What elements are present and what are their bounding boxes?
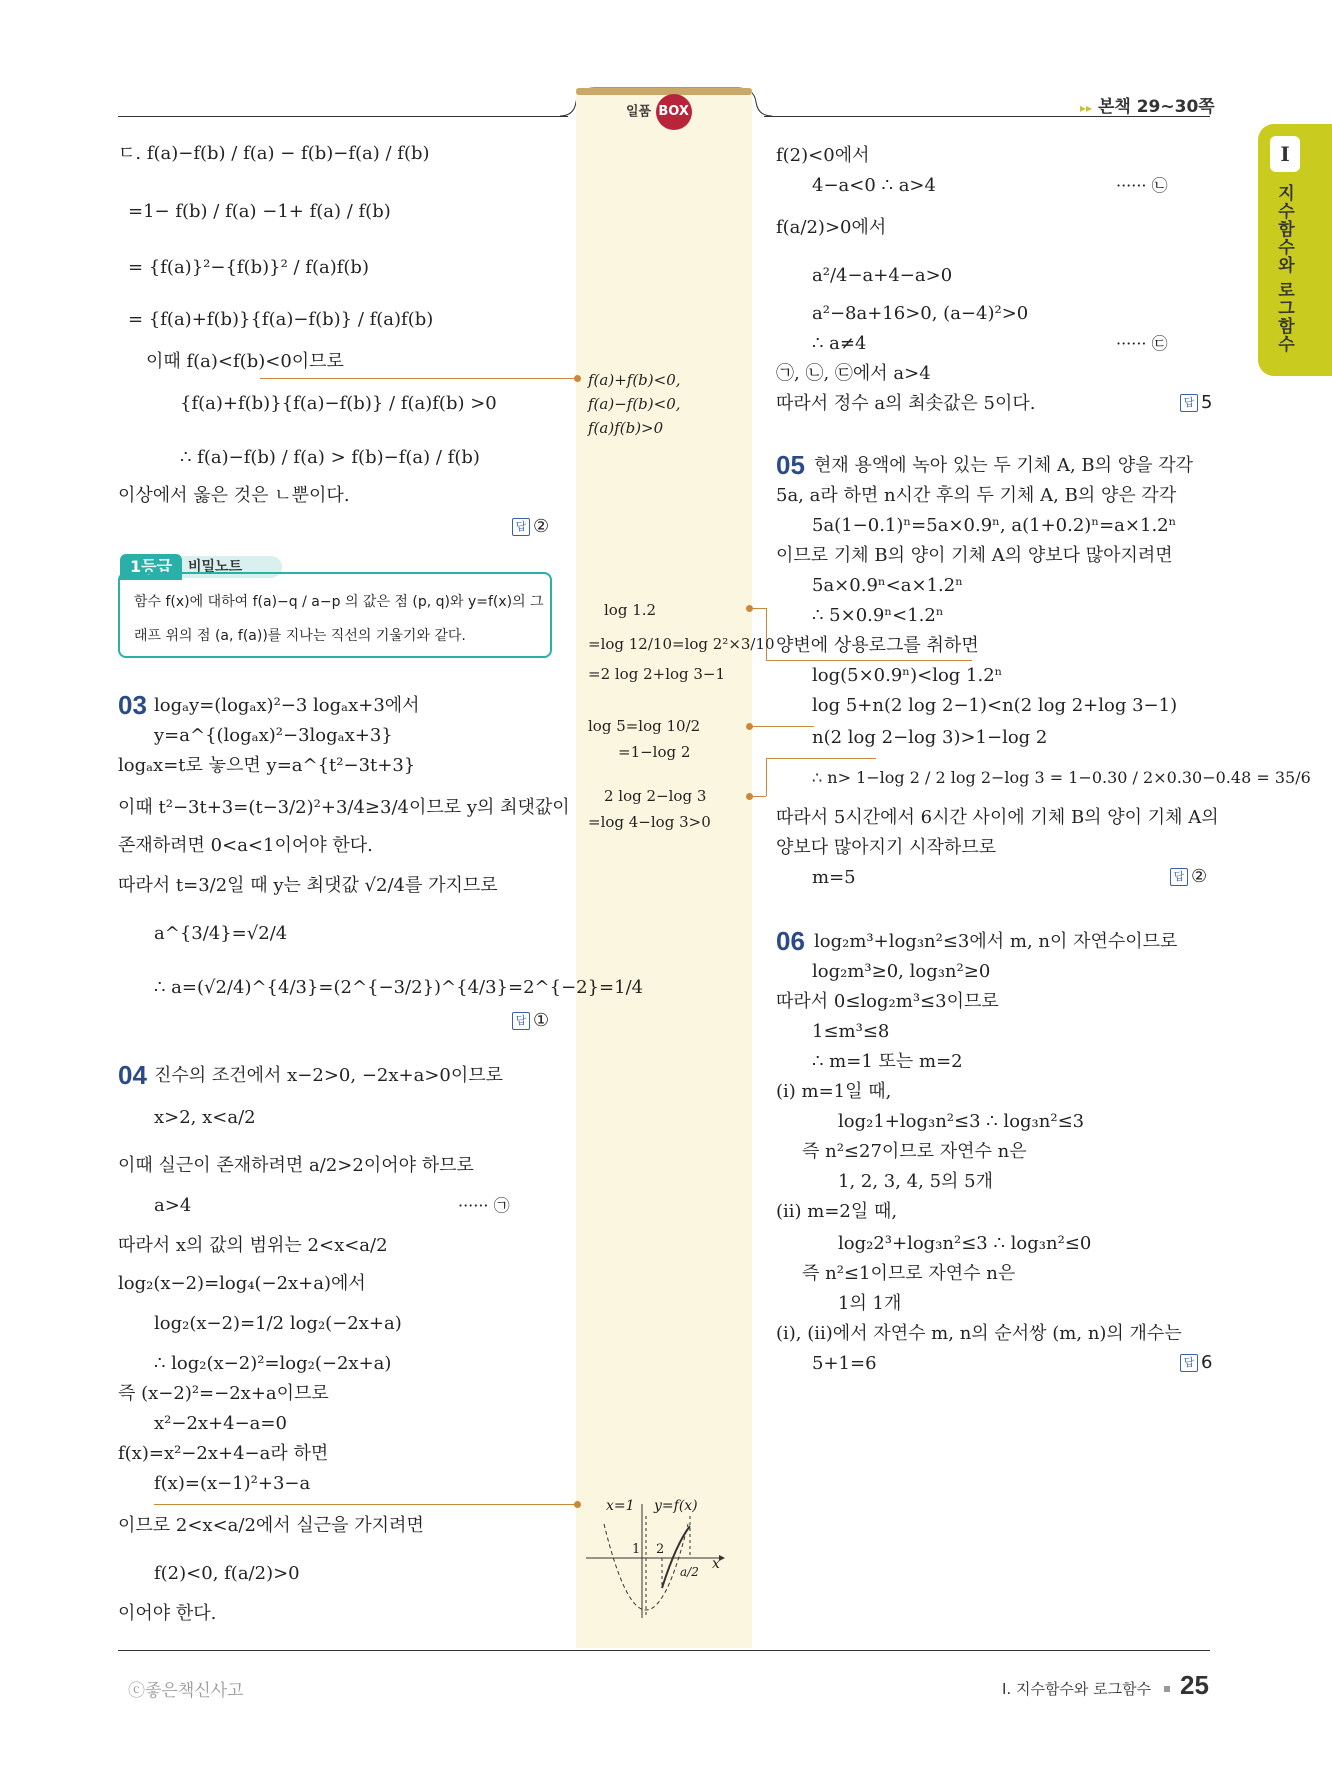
q05-line: 현재 용액에 녹아 있는 두 기체 A, B의 양을 각각 <box>814 455 1194 476</box>
note-badge: 1등급 <box>120 554 182 580</box>
q05-line: 양보다 많아지기 시작하므로 <box>776 837 997 858</box>
q04-number: 04 <box>118 1060 147 1090</box>
q05-answer-value: ② <box>1191 866 1208 887</box>
q06-line: log₂m³+log₃n²≤3에서 m, n이 자연수이므로 <box>814 931 1178 952</box>
answer-icon: 답 <box>512 1012 530 1030</box>
answer-icon: 답 <box>512 518 530 536</box>
q04c-line: a²/4−a+4−a>0 <box>812 265 953 286</box>
footer-chapter: I. 지수함수와 로그함수 <box>1002 1680 1152 1698</box>
book-ref-text: 본책 29~30쪽 <box>1097 97 1215 117</box>
connector-4h <box>766 758 876 759</box>
q02-answer-value: ② <box>533 516 550 537</box>
q04-line: f(2)<0, f(a/2)>0 <box>154 1563 300 1584</box>
q02-line: 이상에서 옳은 것은 ㄴ뿐이다. <box>118 485 350 506</box>
q04c-line: ㉠, ㉡, ㉢에서 a>4 <box>776 363 931 384</box>
box-label-prefix: 일품 <box>626 104 652 120</box>
q04-line: a>4 <box>154 1195 192 1216</box>
connector-dot <box>746 793 753 800</box>
graph-label-x1: x=1 <box>606 1498 635 1514</box>
connector-dot <box>574 1501 581 1508</box>
q05-line: ∴ 5×0.9ⁿ<1.2ⁿ <box>812 605 944 626</box>
q04-line: ∴ log₂(x−2)²=log₂(−2x+a) <box>154 1353 392 1374</box>
graph-label-a2: a/2 <box>680 1565 699 1579</box>
mid-note-line: f(a)+f(b)<0, <box>588 371 681 389</box>
q05-line: 양변에 상용로그를 취하면 <box>776 635 979 656</box>
q02-line: =1− f(b) / f(a) −1+ f(a) / f(b) <box>128 201 391 222</box>
q04-line: f(x)=x²−2x+4−a라 하면 <box>118 1443 329 1464</box>
page-number: 25 <box>1180 1670 1209 1700</box>
q06-answer <box>1180 1352 1212 1373</box>
q04c-line: ∴ a≠4 <box>812 333 867 354</box>
q03-line: logₐy=(logₐx)²−3 logₐx+3에서 <box>154 695 420 716</box>
q06-line: ∴ m=1 또는 m=2 <box>812 1051 963 1072</box>
mid-note-1 <box>588 370 681 438</box>
graph-label-x: x <box>712 1556 720 1572</box>
q03-line: y=a^{(logₐx)²−3logₐx+3} <box>154 725 393 746</box>
q06-line: log₂2³+log₃n²≤3 ∴ log₃n²≤0 <box>838 1233 1092 1254</box>
q02-line: ㄷ. f(a)−f(b) / f(a) − f(b)−f(a) / f(b) <box>118 143 430 164</box>
q04-line: 이어야 한다. <box>118 1603 217 1624</box>
q02-line: {f(a)+f(b)}{f(a)−f(b)} / f(a)f(b) >0 <box>180 393 497 414</box>
box-label <box>626 94 692 126</box>
q04-line: f(x)=(x−1)²+3−a <box>154 1473 311 1494</box>
note-box <box>118 572 552 658</box>
graph-label-yfx: y=f(x) <box>654 1498 698 1514</box>
connector-1 <box>260 378 578 379</box>
q02-line: 이때 f(a)<f(b)<0이므로 <box>146 351 344 372</box>
q05-line: ∴ n> 1−log 2 / 2 log 2−log 3 = 1−0.30 / 2×0.30−0.48 = 35/6 <box>812 768 1311 787</box>
q03-line: 따라서 t=3/2일 때 y는 최댓값 √2/4를 가지므로 <box>118 875 498 896</box>
q04c-line: f(a/2)>0에서 <box>776 217 887 238</box>
graph-label-1: 1 <box>632 1542 641 1557</box>
mid-note-line: =1−log 2 <box>618 743 691 761</box>
mid-note-line: =2 log 2+log 3−1 <box>588 665 726 683</box>
q05-line: 이므로 기체 B의 양이 기체 A의 양보다 많아지려면 <box>776 545 1173 566</box>
q04-answer-value: 5 <box>1201 392 1213 413</box>
q06-line: log₂m³≥0, log₃n²≥0 <box>812 961 991 982</box>
q05-line: 5a, a라 하면 n시간 후의 두 기체 A, B의 양은 각각 <box>776 485 1177 506</box>
q05-line: log 5+n(2 log 2−1)<n(2 log 2+log 3−1) <box>812 695 1178 716</box>
q06-line: (i), (ii)에서 자연수 m, n의 순서쌍 (m, n)의 개수는 <box>776 1323 1182 1344</box>
q05-line: 5a(1−0.1)ⁿ=5a×0.9ⁿ, a(1+0.2)ⁿ=a×1.2ⁿ <box>812 515 1177 536</box>
graph-label-2: 2 <box>656 1542 665 1557</box>
q04c-marker: ······ ㉢ <box>1116 334 1168 353</box>
q06-line: 1≤m³≤8 <box>812 1021 890 1042</box>
q04-line: 즉 (x−2)²=−2x+a이므로 <box>118 1383 329 1404</box>
q03-line: logₐx=t로 놓으면 y=a^{t²−3t+3} <box>118 755 416 776</box>
q03-line: a^{3/4}=√2/4 <box>154 923 288 944</box>
q06-answer-value: 6 <box>1201 1352 1213 1373</box>
connector-2h <box>766 660 972 661</box>
q04c-line: 4−a<0 ∴ a>4 <box>812 175 936 196</box>
q05-line: n(2 log 2−log 3)>1−log 2 <box>812 727 1048 748</box>
mid-note-4 <box>588 786 711 832</box>
q06-line: 1, 2, 3, 4, 5의 5개 <box>838 1171 993 1192</box>
q03-number: 03 <box>118 690 147 720</box>
q06-line: (i) m=1일 때, <box>776 1081 892 1102</box>
book-ref-arrow-icon: ▸▸ <box>1080 101 1093 115</box>
mid-note-line: log 5=log 10/2 <box>588 717 701 735</box>
note-title: 비밀노트 <box>182 556 282 578</box>
header-line-left <box>118 116 568 117</box>
mid-note-line: log 1.2 <box>604 601 657 619</box>
q04-line: log₂(x−2)=log₄(−2x+a)에서 <box>118 1273 366 1294</box>
q06-line: (ii) m=2일 때, <box>776 1201 898 1222</box>
q06-line: 따라서 0≤log₂m³≤3이므로 <box>776 991 999 1012</box>
q06-line: 즉 n²≤1이므로 자연수 n은 <box>802 1263 1016 1284</box>
mid-note-line: f(a)−f(b)<0, <box>588 395 681 413</box>
q05-line: log(5×0.9ⁿ)<log 1.2ⁿ <box>812 665 1003 686</box>
q04c-line: f(2)<0에서 <box>776 145 870 166</box>
answer-icon: 답 <box>1170 868 1188 886</box>
footer-publisher: ⓒ좋은책신사고 <box>128 1681 244 1701</box>
q03-line: 존재하려면 0<a<1이어야 한다. <box>118 835 373 856</box>
q04-line: 따라서 x의 값의 범위는 2<x<a/2 <box>118 1235 388 1256</box>
q02-line: = {f(a)+f(b)}{f(a)−f(b)} / f(a)f(b) <box>128 309 434 330</box>
q02-line: ∴ f(a)−f(b) / f(a) > f(b)−f(a) / f(b) <box>180 447 480 468</box>
q06-number: 06 <box>776 926 805 956</box>
footer-bullet <box>1164 1686 1170 1692</box>
q04-line: 진수의 조건에서 x−2>0, −2x+a>0이므로 <box>154 1065 504 1086</box>
q03-answer-value: ① <box>533 1010 550 1031</box>
side-tab-title: 지수함수와 로그함수 <box>1274 184 1294 353</box>
note-line-1: 함수 f(x)에 대하여 f(a)−q / a−p 의 값은 점 (p, q)와 y=f(x)의 그 <box>134 594 544 610</box>
middle-column-bg <box>576 88 752 1648</box>
mid-note-line: f(a)f(b)>0 <box>588 419 664 437</box>
q03-line: 이때 t²−3t+3=(t−3/2)²+3/4≥3/4이므로 y의 최댓값이 <box>118 797 570 818</box>
q04-marker: ······ ㉠ <box>458 1196 510 1215</box>
connector-dot <box>746 723 753 730</box>
connector-3 <box>750 726 814 727</box>
q05-answer <box>1170 866 1207 887</box>
q04-line: log₂(x−2)=1/2 log₂(−2x+a) <box>154 1313 402 1334</box>
q06-line: 즉 n²≤27이므로 자연수 n은 <box>802 1141 1027 1162</box>
note-line-2: 래프 위의 점 (a, f(a))를 지나는 직선의 기울기와 같다. <box>134 628 466 644</box>
connector-5 <box>154 1504 578 1505</box>
q06-line: log₂1+log₃n²≤3 ∴ log₃n²≤3 <box>838 1111 1085 1132</box>
answer-icon: 답 <box>1180 394 1198 412</box>
q04-line: x>2, x<a/2 <box>154 1107 256 1128</box>
q06-line: 1의 1개 <box>838 1293 902 1314</box>
mid-note-3 <box>588 716 700 762</box>
q05-number: 05 <box>776 450 805 480</box>
q04-line: 이때 실근이 존재하려면 a/2>2이어야 하므로 <box>118 1155 474 1176</box>
q05-line: 5a×0.9ⁿ<a×1.2ⁿ <box>812 575 963 596</box>
mid-note-line: 2 log 2−log 3 <box>604 787 707 805</box>
side-chapter-tab[interactable] <box>1258 124 1332 376</box>
q03-line: ∴ a=(√2/4)^{4/3}=(2^{−3/2})^{4/3}=2^{−2}=1/4 <box>154 977 644 998</box>
mid-note-line: =log 4−log 3>0 <box>588 813 711 831</box>
connector-4v <box>766 758 767 796</box>
q04c-line: a²−8a+16>0, (a−4)²>0 <box>812 303 1029 324</box>
mid-note-line: =log 12/10=log 2²×3/10 <box>588 635 775 653</box>
q02-answer <box>512 516 549 537</box>
q04-line: x²−2x+4−a=0 <box>154 1413 287 1434</box>
q04c-marker: ······ ㉡ <box>1116 176 1168 195</box>
q04-answer <box>1180 392 1212 413</box>
book-ref <box>1080 92 1215 117</box>
q05-line: 따라서 5시간에서 6시간 사이에 기체 B의 양이 기체 A의 <box>776 807 1219 828</box>
q05-line: m=5 <box>812 867 856 888</box>
connector-dot <box>574 375 581 382</box>
box-badge: BOX <box>656 94 692 130</box>
mid-note-2 <box>588 600 775 684</box>
q04-line: 이므로 2<x<a/2에서 실근을 가지려면 <box>118 1515 424 1536</box>
q06-line: 5+1=6 <box>812 1353 877 1374</box>
q02-line: = {f(a)}²−{f(b)}² / f(a)f(b) <box>128 257 369 278</box>
answer-icon: 답 <box>1180 1354 1198 1372</box>
side-tab-roman: I <box>1270 136 1300 172</box>
footer-line <box>118 1650 1210 1651</box>
q04c-line: 따라서 정수 a의 최솟값은 5이다. <box>776 393 1036 414</box>
q03-answer <box>512 1010 549 1031</box>
